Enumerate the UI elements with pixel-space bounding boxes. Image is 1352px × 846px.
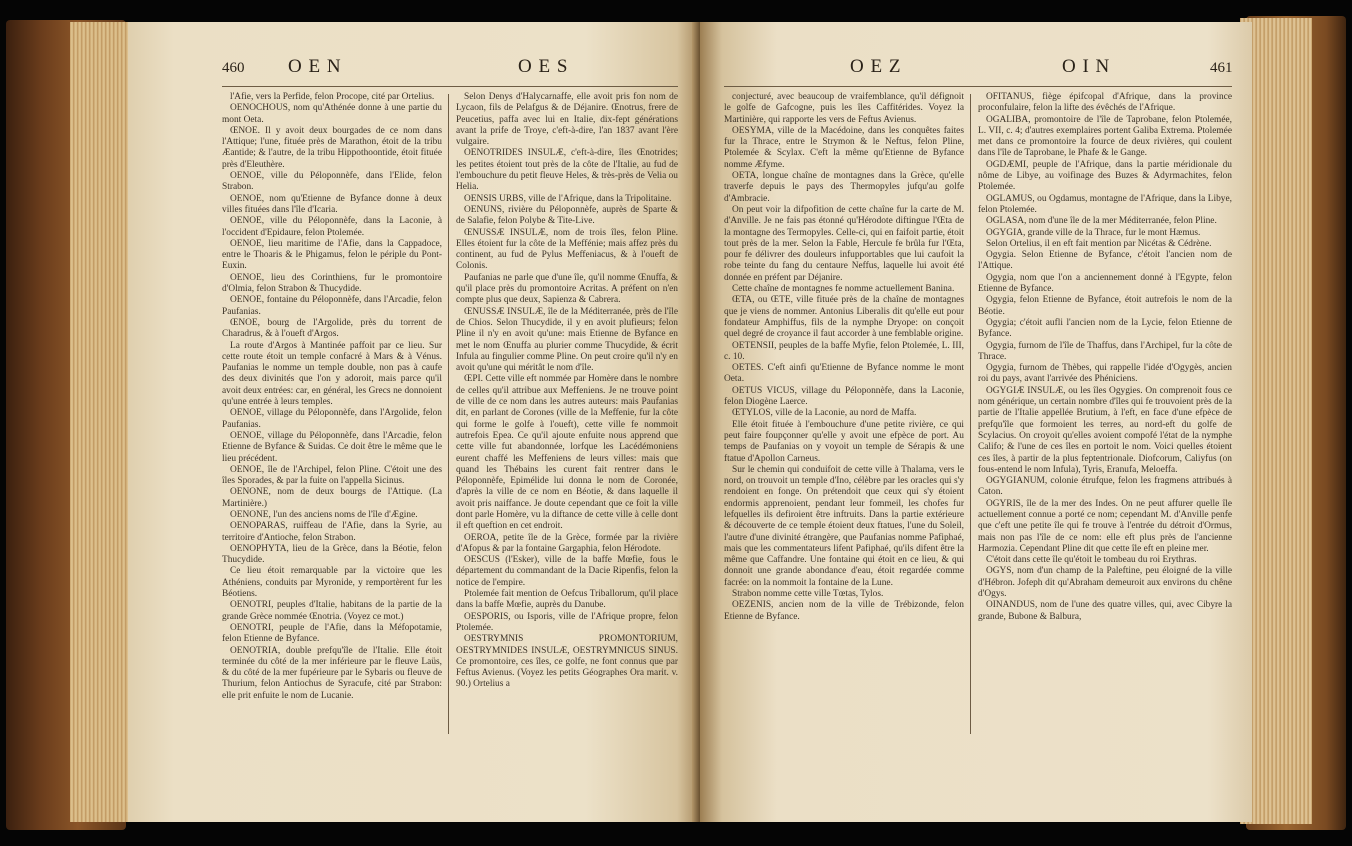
right-header-right: O I N <box>1062 56 1111 77</box>
paragraph: OENOE, village du Péloponnèfe, dans l'Arcadie, felon Etienne de Byfance & Suidas. Ce doit être le même que le lieu précédent. <box>222 430 442 464</box>
paragraph: ŒNUSSÆ INSULÆ, nom de trois îles, felon Pline. Elles étoient fur la côte de la Meffénie; mais affez près du continent, au fud de Pylus Meffeniacus, & à l'oueft de Colonis. <box>456 227 678 272</box>
paragraph: Strabon nomme cette ville Tœtas, Tylos. <box>732 589 884 600</box>
paragraph: Sur le chemin qui conduifoit de cette ville à Thalama, vers le nord, on trouvoit un temple d'Ino, célèbre par les oracles qui s'y rendoient en fonge. On prétendoit que ceux qui s'y étoient endormis apprenoient, pendant leur fommeil, les chofes fur lefquelles ils defiroient être inftruits. Dans la partie extérieure & découverte de ce temple étoient deux ftatues, l'une du Soleil, l'autre d'une divinité étrangère, que Paufanias nomme Pafiphaé, mais que les commentateurs lifent Pafiphaé, qu'ils difent être la même que Caffandre. Une fontaine qui étoit en ce lieu, & qui donnoit une grande abondance d'eau, étoit regardée comme facrée: on la nommoit la fontaine de la Lune. <box>724 464 964 588</box>
paragraph: OGYS, nom d'un champ de la Paleftine, peu éloigné de la ville d'Hébron. Jofeph dit qu'Abraham demeuroit aux environs du chêne d'Ogys. <box>978 566 1232 600</box>
paragraph: OESPORIS, ou Isporis, ville de l'Afrique propre, felon Ptolemée. <box>456 611 678 633</box>
paragraph: OENOPHYTA, lieu de la Grèce, dans la Béotie, felon Thucydide. <box>222 543 442 566</box>
paragraph: OENONE, nom de deux bourgs de l'Attique. (La Martinière.) <box>222 487 442 509</box>
paragraph: Ogygia, nom que l'on a anciennement donné à l'Egypte, felon Etienne de Byfance. <box>978 272 1232 295</box>
paragraph: On peut voir la difpofition de cette chaîne fur la carte de M. d'Anville. Je ne fais pas étonné qu'Hérodote diftingue l'Œta de la montagne des Termopyles. Celle-ci, qui en faifoit partie, étoit tout près de la mer. Selon la Fable, Hercule fe brûla fur l'Œta, pour fe délivrer des douleurs infupportables que lui caufoit la robe teinte du fang du centaure Neffus, laquelle lui avoit été donnée en préfent par Déjanire. <box>724 204 964 283</box>
paragraph: OETA, longue chaîne de montagnes dans la Grèce, qu'elle traverfe depuis le pays des Thermopyles jufqu'au golfe d'Ambracie. <box>724 171 964 204</box>
left-page <box>128 22 700 822</box>
paragraph: Ogygia, furnom de l'île de Thaffus, dans l'Archipel, fur la côte de Thrace. <box>978 340 1232 362</box>
paragraph: OENOE, nom qu'Etienne de Byfance donne à deux villes fituées dans l'île d'Icaria. <box>222 193 442 215</box>
left-column-1 <box>222 92 442 812</box>
left-header-center: O E S <box>518 56 569 77</box>
paragraph: OENOE, ville du Péloponnèfe, dans la Laconie, à l'occident d'Epidaure, felon Ptolemée. <box>222 216 442 238</box>
paragraph: OETUS VICUS, village du Péloponnèfe, dans la Laconie, felon Diogène Laerce. <box>724 385 964 408</box>
paragraph: OENOTRIA, double prefqu'île de l'Italie. Elle étoit terminée du côté de la mer inférieure par le fleuve Laüs, & du côté de la mer fupérieure par le Sybaris ou fleuve de Thurium, felon Antiochus de Syracufe, cité par Strabon: elle prit enfuite le nom de Lucanie. <box>222 645 442 701</box>
paragraph: OGLASA, nom d'une île de la mer Méditerranée, felon Pline. <box>986 216 1217 227</box>
right-page-number: 461 <box>1210 60 1233 76</box>
paragraph: OGLAMUS, ou Ogdamus, montagne de l'Afrique, dans la Libye, felon Ptolemée. <box>978 193 1232 215</box>
paragraph: OGYRIS, île de la mer des Indes. On ne peut affurer quelle île actuellement connue a porté ce nom; cependant M. d'Anville penfe que c'eft une petite île qui fe trouve à l'entrée du détroit d'Ormus, mais non pas l'île de ce nom: elle eft plus près de l'ancienne Harmozia. Cependant Pline dit que cette île eft en pleine mer. <box>978 498 1232 554</box>
paragraph: Ogygia. Selon Etienne de Byfance, c'étoit l'ancien nom de l'Attique. <box>978 250 1232 272</box>
paragraph: OENOE, village du Péloponnèfe, dans l'Argolide, felon Paufanias. <box>222 408 442 430</box>
paragraph: OGDÆMI, peuple de l'Afrique, dans la partie méridionale du nôme de Libye, au voifinage des Buzes & Adyrmachites, felon Ptolemée. <box>978 159 1232 193</box>
right-column-2 <box>978 92 1232 812</box>
left-column-divider <box>448 94 449 734</box>
paragraph: OESYMA, ville de la Macédoine, dans les conquêtes faites fur la Thrace, entre le Strymon & le Neftus, felon Pline, Ptolemée & Scylax. C'eft la même qu'Etienne de Byfance nomme Æfyme. <box>724 125 964 170</box>
paragraph: OENOTRIDES INSULÆ, c'eft-à-dire, îles Œnotrides; les petites étoient tout près de la côte de l'Italie, au fud de l'embouchure du petit fleuve Heles, & très-près de Velia ou Helia. <box>456 148 678 193</box>
paragraph: ŒTA, ou ŒTE, ville fituée près de la chaîne de montagnes que je viens de nommer. Antonius Liberalis dit qu'elle eut pour fondateur Amphiffus, fils de la nymphe Dryope: on conçoit quel degré de croyance il faut accorder à une femblable origine. <box>724 295 964 340</box>
paragraph: OETENSII, peuples de la baffe Myfie, felon Ptolemée, L. III, c. 10. <box>724 340 964 362</box>
paragraph: OENOE, ville du Péloponnèfe, dans l'Elide, felon Strabon. <box>222 171 442 193</box>
paragraph: Ce lieu étoit remarquable par la victoire que les Athéniens, conduits par Myronide, y remportèrent fur les Béotiens. <box>222 566 442 600</box>
paragraph: ŒPI. Cette ville eft nommée par Homère dans le nombre de celles qu'il attribue aux Meffeniens. Je ne trouve point de ville de ce nom dans les autres auteurs: mais Paufanias dit, en parlant de Corones (ville de la Meffenie, fur la côte qui forme le golfe à l'oueft), cette ville fe nommoit autrefois Epea. Ce qu'il ajoute enfuite nous apprend que cette ville fut abandonnée, lorfque les Lacédémoniens eurent chaffé les Meffeniens de leurs villes: mais que quand les Thébains les curent fait rentrer dans le Péloponnèfe, Epimélide lui donna le nom de Coronée, d'après la ville de ce nom en Béotie, & dans laquelle il avoit pris naiffance. Je doute cependant que ce foit la ville dont parle Homère, vu la diftance de cette ville à celle dont il eft queftion en cet endroit. <box>456 374 678 532</box>
paragraph: OETES. C'eft ainfi qu'Etienne de Byfance nomme le mont Oeta. <box>724 363 964 385</box>
paragraph: OENOTRI, peuples d'Italie, habitans de la partie de la grande Grèce nommée Œnotria. (Voyez ce mot.) <box>222 600 442 622</box>
paragraph: OINANDUS, nom de l'une des quatre villes, qui, avec Cibyre la grande, Bubone & Balbura, <box>978 600 1232 622</box>
paragraph: Ogygia, furnom de Thèbes, qui rappelle l'idée d'Ogygès, ancien roi du pays, avant l'arrivée des Phéniciens. <box>978 363 1232 385</box>
paragraph: OENOE, fontaine du Péloponnèfe, dans l'Arcadie, felon Paufanias. <box>222 295 442 317</box>
paragraph: conjecturé, avec beaucoup de vraifemblance, qu'il défignoit le golfe de Gafcogne, puis les îles Caffitérides. Voyez la Martinière, qui rapporte les vers de Feftus Avienus. <box>724 92 964 125</box>
right-header-center: O E Z <box>850 56 902 77</box>
paragraph: OGYGIANUM, colonie étrufque, felon les fragmens attribués à Caton. <box>978 476 1232 498</box>
paragraph: ŒNOE, bourg de l'Argolide, près du torrent de Charadrus, & à l'oueft d'Argos. <box>222 317 442 340</box>
paragraph: Ogygia, felon Etienne de Byfance, étoit autrefois le nom de la Béotie. <box>978 295 1232 317</box>
paragraph: OENONE, l'un des anciens noms de l'île d'Ægine. <box>230 509 418 520</box>
paragraph: OFITANUS, fiège épifcopal d'Afrique, dans la province proconfulaire, felon la lifte des évêchés de l'Afrique. <box>978 92 1232 114</box>
paragraph: OESCUS (l'Esker), ville de la baffe Mœfie, fous le département du commandant de la Dacie Ripenfis, felon la notice de l'empire. <box>456 555 678 588</box>
paragraph: ŒTYLOS, ville de la Laconie, au nord de Maffa. <box>732 408 917 419</box>
left-column-2 <box>456 92 678 812</box>
paragraph: Ogygia; c'étoit aufli l'ancien nom de la Lycie, felon Etienne de Byfance. <box>978 317 1232 340</box>
paragraph: OGYGIÆ INSULÆ, ou les îles Ogygies. On comprenoit fous ce nom générique, un certain nombre d'îles qui fe trouvoient près de la partie de l'Italie appellée Brutium, à l'eft, en face d'une efpèce de prefqu'île que formoient les terres, au nord-eft du golfe de Scylacius. On croyoit qu'elles avoient compofé l'état de la nymphe Califo; & l'une de ces îles en portoit le nom. Voici quelles étoient ces îles, à partir de la plus feptentrionale. Diofcorum, Caliyfus (on fous-entend le nom Infula), Tyris, Eranufa, Meloeffa. <box>978 385 1232 475</box>
paragraph: Cette chaîne de montagnes fe nomme actuellement Banina. <box>732 284 955 295</box>
paragraph: Selon Ortelius, il en eft fait mention par Nicétas & Cédrène. <box>986 238 1212 249</box>
paragraph: Selon Denys d'Halycarnaffe, elle avoit pris fon nom de Lycaon, fils de Pelafgus & de Déjanire. Œnotrus, frere de Peucetius, paffa avec lui en Italie, dix-fept générations avant la prife de Troye, c'eft-à-dire, l'an 1837 avant l'ère vulgaire. <box>456 92 678 148</box>
paragraph: Elle étoit fituée à l'embouchure d'une petite rivière, ce qui peut faire foupçonner qu'elle y avoit une efpèce de port. Au temps de Paufanias on y voyoit un temple de Sérapis & une ftatue d'Apollon Carneus. <box>724 419 964 464</box>
paragraph: Paufanias ne parle que d'une île, qu'il nomme Œnuffa, & qu'il place près du promontoire Acritas. A préfent on n'en compte plus que deux, Sapienza & Cabrera. <box>456 272 678 306</box>
paragraph: OENSIS URBS, ville de l'Afrique, dans la Tripolitaine. <box>464 193 672 204</box>
right-column-1 <box>724 92 964 812</box>
paragraph: OGYGIA, grande ville de la Thrace, fur le mont Hæmus. <box>986 227 1201 238</box>
paragraph: OEZENIS, ancien nom de la ville de Trébizonde, felon Etienne de Byfance. <box>724 600 964 622</box>
left-page-edges <box>70 22 130 822</box>
paragraph: ŒNUSSÆ INSULÆ, île de la Méditerranée, près de l'île de Chios. Selon Thucydide, il y en avoit plufieurs; felon Pline il n'y en avoit qu'une: mais Etienne de Byfance en met le nom Œnuffa au plurier comme Thucydide, & écrit Infula au fingulier comme Pline. On peut croire qu'il n'y en avoit qu'une qui méritât le nom d'île. <box>456 306 678 374</box>
right-header-rule <box>724 86 1232 87</box>
left-header-rule <box>222 86 678 87</box>
paragraph: l'Afie, vers la Perfide, felon Procope, cité par Ortelius. <box>230 92 435 102</box>
paragraph: Ptolemée fait mention de Oefcus Triballorum, qu'il place dans la baffe Mœfie, auprès du Danube. <box>456 589 678 611</box>
paragraph: OENOTRI, peuple de l'Afie, dans la Méfopotamie, felon Etienne de Byfance. <box>222 622 442 645</box>
right-column-divider <box>970 94 971 734</box>
paragraph: OENOCHOUS, nom qu'Athénée donne à une partie du mont Oeta. <box>222 103 442 125</box>
paragraph: OGALIBA, promontoire de l'île de Taprobane, felon Ptolemée, L. VII, c. 4; d'autres exemplaires portent Galiba Extrema. Ptolemée met dans ce promontoire la fource de deux rivières, qui coulent dans l'île de Taprobane, le Phafe & le Gange. <box>978 114 1232 159</box>
paragraph: ŒNOE. Il y avoit deux bourgades de ce nom dans l'Attique; l'une, fituée près de Marathon, étoit de la tribu Æantide; & l'autre, de la tribu Hippothoontide, étoit fituée près d'Eleuthère. <box>222 125 442 170</box>
paragraph: La route d'Argos à Mantinée paffoit par ce lieu. Sur cette route étoit un temple confacré à Mars & à Vénus. Paufanias le nomme un temple double, non pas à caufe des deux divinités que l'on y adoroit, mais parce qu'il avoit deux entrées: car, en général, les Grecs ne donnoient qu'une entrée à leurs temples. <box>222 340 442 408</box>
left-page-number: 460 <box>222 60 245 76</box>
paragraph: OENOE, île de l'Archipel, felon Pline. C'étoit une des îles Sporades, & par la fuite on l'appella Sicinus. <box>222 464 442 487</box>
paragraph: OENOPARAS, ruiffeau de l'Afie, dans la Syrie, au territoire d'Antioche, felon Strabon. <box>222 521 442 543</box>
paragraph: OENUNS, rivière du Péloponnèfe, auprès de Sparte & de Salafie, felon Polybe & Tite-Live. <box>456 204 678 227</box>
paragraph: OESTRYMNIS PROMONTORIUM, OESTRYMNIDES INSULÆ, OESTRYMNICUS SINUS. Ce promontoire, ces îles, ce golfe, ne font connus que par Feftus Avienus. (Voyez les petits Géographes Ora marit. v. 90.) Ortelius a <box>456 634 678 690</box>
paragraph: OENOE, lieu des Corinthiens, fur le promontoire d'Olmia, felon Strabon & Thucydide. <box>222 272 442 295</box>
paragraph: OEROA, petite île de la Grèce, formée par la rivière d'Afopus & par la fontaine Gargaphia, felon Hérodote. <box>456 532 678 554</box>
paragraph: OENOE, lieu maritime de l'Afie, dans la Cappadoce, entre le Thoaris & le Phigamus, felon le périple du Pont-Euxin. <box>222 238 442 272</box>
right-page <box>700 22 1252 822</box>
left-header-left: O E N <box>288 56 342 77</box>
paragraph: C'étoit dans cette île qu'étoit le tombeau du roi Erythras. <box>986 555 1197 566</box>
